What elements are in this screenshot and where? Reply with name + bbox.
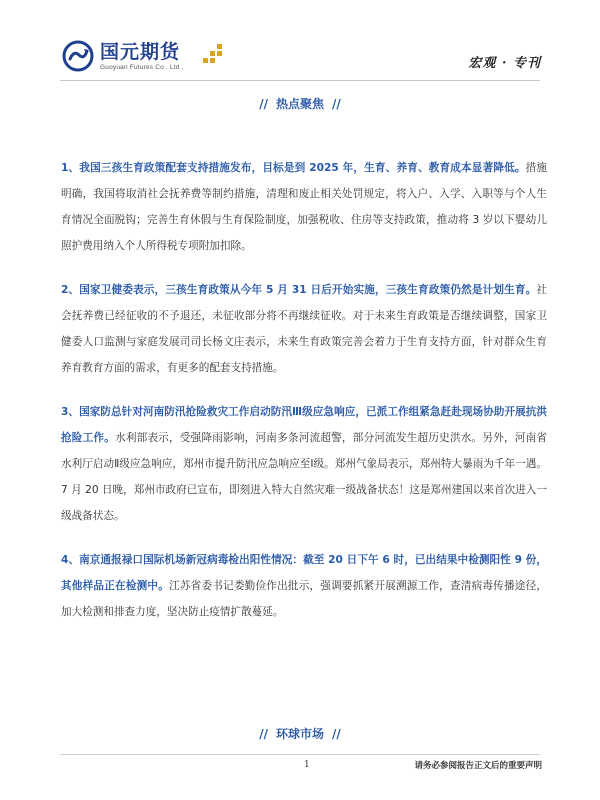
news-headline: 2、国家卫健委表示，三孩生育政策从今年 5 月 31 日后开始实施，三孩生育政策仍然是计划生育。	[61, 284, 537, 296]
section-title-hot-topics	[0, 95, 600, 112]
report-header	[0, 0, 600, 82]
news-body: 江苏省委书记娄勤俭作出批示，强调要抓紧开展溯源工作，查清病毒传播途径，加大检测和排查力度，坚决防止疫情扩散蔓延。	[61, 580, 547, 618]
slash-decoration: //	[259, 727, 268, 741]
news-headline: 4、南京通报禄口国际机场新冠病毒检出阳性情况：截至 20 日下午 6 时，已出结果中检测阳性 9 份，其他样品正在检测中。	[61, 554, 547, 592]
guoyuan-logo-icon	[62, 40, 94, 72]
news-body: 社会抚养费已经征收的不予退还，未征收部分将不再继续征收。对于未来生育政策是否继续调整，国家卫健委人口监测与家庭发展司司长杨文庄表示，未来生育政策完善会着力于生育支持方面，针对群众生育养育教育方面的需求，有更多的配套支持措施。	[61, 284, 547, 374]
disclaimer-note: 请务必参阅报告正文后的重要声明	[414, 761, 542, 771]
news-list	[61, 155, 547, 643]
report-type-label: 宏观 · 专刊	[468, 56, 541, 71]
news-body: 水利部表示，受强降雨影响，河南多条河流超警，部分河流发生超历史洪水。另外，河南省水利厅启动Ⅱ级应急响应，郑州市提升防汛应急响应至Ⅰ级。郑州气象局表示，郑州特大暴雨为千年一遇。7 月 20 日晚，郑州市政府已宣布，即刻进入特大自然灾难一级战备状态！这是郑州建国以来首次进入一级战备状态。	[61, 432, 548, 522]
section-title-text: 热点聚焦	[275, 97, 324, 111]
news-item	[61, 155, 547, 259]
footer-divider	[60, 754, 540, 755]
company-logo	[62, 40, 184, 72]
news-headline: 1、我国三孩生育政策配套支持措施发布，目标是到 2025 年，生育、养育、教育成本显著降低。	[61, 162, 526, 174]
page-number: 1	[304, 760, 310, 770]
company-name-cn: 国元期货	[100, 40, 181, 63]
news-item	[61, 399, 547, 529]
company-name-en: Guoyuan Futures Co . Ltd .	[100, 63, 184, 71]
slash-decoration: //	[332, 97, 341, 111]
news-headline: 3、国家防总针对河南防汛抢险救灾工作启动防汛Ⅲ级应急响应，已派工作组紧急赶赴现场协助开展抗洪抢险工作。	[61, 406, 547, 444]
slash-decoration: //	[332, 727, 341, 741]
section-title-text: 环球市场	[275, 727, 324, 741]
slash-decoration: //	[259, 97, 268, 111]
header-divider	[60, 80, 540, 81]
news-item	[61, 277, 547, 381]
logo-dots-decoration	[203, 44, 225, 66]
news-body: 措施明确，我国将取消社会抚养费等制约措施，清理和废止相关处罚规定，将入户、入学、入职等与个人生育情况全面脱钩；完善生育休假与生育保险制度，加强税收、住房等支持政策，推动将 3 岁以下婴幼儿照护费用纳入个人所得税专项附加扣除。	[61, 162, 548, 252]
news-item	[61, 547, 547, 625]
section-title-global-markets	[0, 725, 600, 742]
